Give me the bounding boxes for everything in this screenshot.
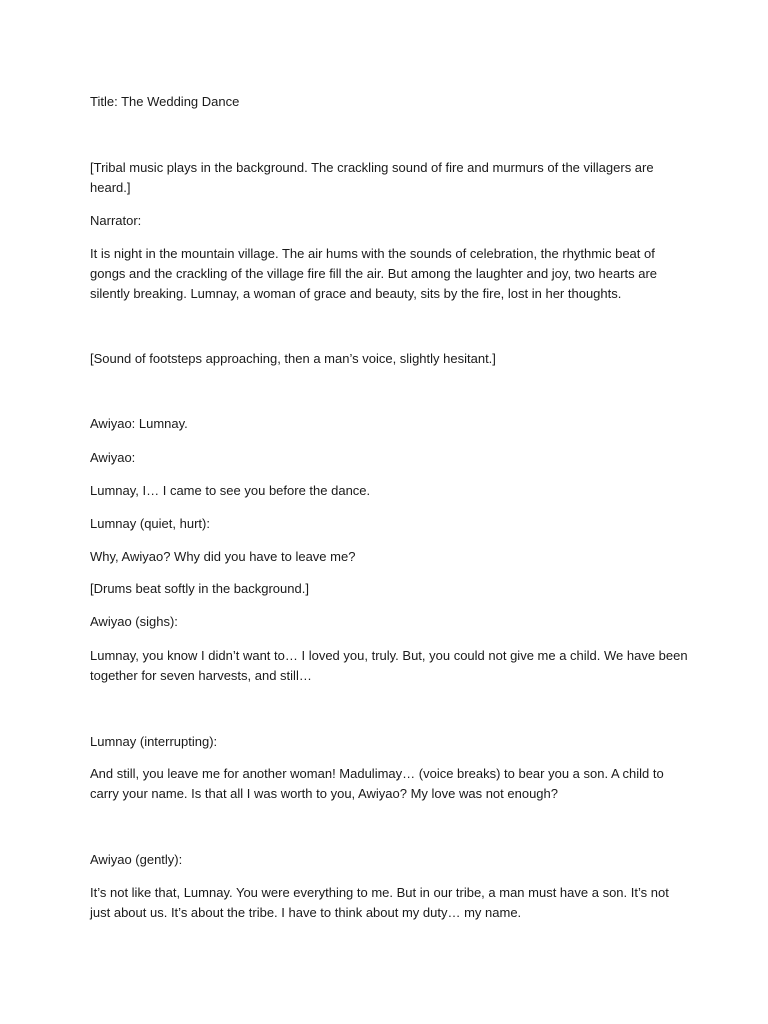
speaker-label: Lumnay (interrupting): [90, 734, 218, 749]
speaker-label: Awiyao (gently): [90, 852, 183, 867]
narration-paragraph: It is night in the mountain village. The air hums with the sounds of celebration, the rhythmic beat of gongs and the crackling of the village fire fill the air. But among the laughter and joy, two hearts are silently breaking. Lumnay, a woman of grace and beauty, sits by the fire, lost in her thoughts. [90, 246, 658, 301]
dialogue-line: It’s not like that, Lumnay. You were everything to me. But in our tribe, a man must have a son. It’s not just about us. It’s about the tribe. I have to think about my duty… my name. [90, 885, 669, 920]
stage-direction: [Tribal music plays in the background. The crackling sound of fire and murmurs of the villagers are heard.] [90, 160, 654, 195]
stage-direction: [Sound of footsteps approaching, then a man’s voice, slightly hesitant.] [90, 351, 496, 366]
document-title: Title: The Wedding Dance [90, 94, 240, 109]
dialogue-line: Lumnay, I… I came to see you before the dance. [90, 483, 371, 498]
speaker-label: Awiyao: [90, 450, 136, 465]
dialogue-line: Awiyao: Lumnay. [90, 416, 188, 431]
dialogue-line: Lumnay, you know I didn’t want to… I loved you, truly. But, you could not give me a child. We have been together for seven harvests, and still… [90, 648, 688, 683]
stage-direction: [Drums beat softly in the background.] [90, 581, 309, 596]
dialogue-line: And still, you leave me for another woman! Madulimay… (voice breaks) to bear you a son. A child to carry your name. Is that all I was worth to you, Awiyao? My love was not enough? [90, 766, 664, 801]
speaker-label: Narrator: [90, 213, 142, 228]
dialogue-line: Why, Awiyao? Why did you have to leave me? [90, 549, 356, 564]
speaker-label: Awiyao (sighs): [90, 614, 178, 629]
speaker-label: Lumnay (quiet, hurt): [90, 516, 210, 531]
